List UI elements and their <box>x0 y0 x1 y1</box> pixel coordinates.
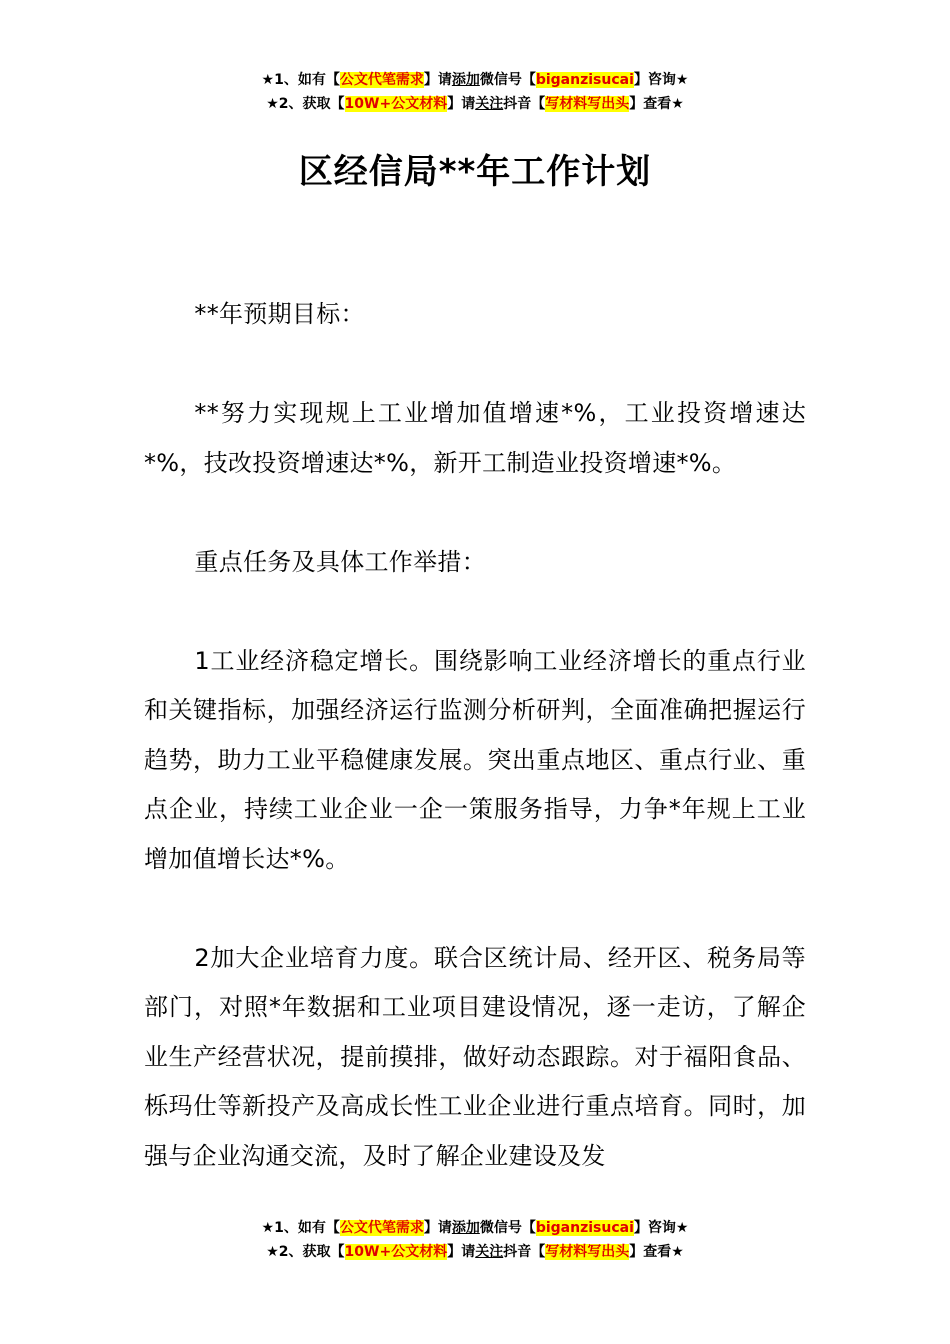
document-body <box>144 290 806 1231</box>
banner-line-1 <box>0 1216 950 1240</box>
star-icon: ★ <box>266 96 279 112</box>
banner-text: 1、如有【 <box>274 1220 340 1236</box>
banner-emphasis: 关注 <box>475 1244 504 1260</box>
banner-text: 2、获取【 <box>278 1244 345 1260</box>
paragraph: 2加大企业培育力度。联合区统计局、经开区、税务局等部门，对照*年数据和工业项目建设情况，逐一走访，了解企业生产经营状况，提前摸排，做好动态跟踪。对于福阳食品、栎玛仕等新投产及高成长性工业企业进行重点培育。同时，加强与企业沟通交流，及时了解企业建设及发 <box>144 943 806 1170</box>
banner-text: 】请 <box>423 1220 452 1236</box>
banner-highlight: biganzisucai <box>535 72 634 88</box>
banner-text: 】请 <box>423 72 452 88</box>
paragraph: 重点任务及具体工作举措： <box>194 547 486 576</box>
star-icon: ★ <box>671 96 684 112</box>
paragraph: **努力实现规上工业增加值增速*%，工业投资增速达*%，技改投资增速达*%，新开工制造业投资增速*%。 <box>144 399 806 477</box>
banner-text: 微信号【 <box>479 72 536 88</box>
paragraph: **年预期目标： <box>194 300 365 328</box>
banner-highlight: biganzisucai <box>535 1220 634 1236</box>
banner-line-1 <box>0 68 950 92</box>
banner-emphasis: 关注 <box>475 96 504 112</box>
paragraph: 1工业经济稳定增长。围绕影响工业经济增长的重点行业和关键指标，加强经济运行监测分析研判，全面准确把握运行趋势，助力工业平稳健康发展。突出重点地区、重点行业、重点企业，持续工业企业一企一策服务指导，力争*年规上工业增加值增长达*%。 <box>144 646 806 873</box>
banner-line-2 <box>0 92 950 116</box>
banner-text: 微信号【 <box>479 1220 536 1236</box>
banner-highlight: 写材料写出头 <box>545 1244 630 1260</box>
banner-text: 抖音【 <box>503 1244 546 1260</box>
header-banner <box>0 68 950 116</box>
banner-text: 】咨询 <box>633 1220 676 1236</box>
banner-highlight: 10W+公文材料 <box>344 1244 448 1260</box>
banner-emphasis: 添加 <box>451 1220 480 1236</box>
banner-text: 2、获取【 <box>278 96 345 112</box>
banner-highlight: 公文代笔需求 <box>339 72 424 88</box>
banner-text: 】查看 <box>629 96 672 112</box>
banner-emphasis: 添加 <box>451 72 480 88</box>
banner-highlight: 写材料写出头 <box>545 96 630 112</box>
banner-highlight: 10W+公文材料 <box>344 96 448 112</box>
banner-text: 1、如有【 <box>274 72 340 88</box>
banner-text: 抖音【 <box>503 96 546 112</box>
banner-text: 】咨询 <box>633 72 676 88</box>
star-icon: ★ <box>675 1220 689 1236</box>
star-icon: ★ <box>675 72 689 88</box>
banner-highlight: 公文代笔需求 <box>339 1220 424 1236</box>
footer-banner <box>0 1216 950 1264</box>
banner-text: 】请 <box>447 1244 476 1260</box>
document-title: 区经信局**年工作计划 <box>298 152 652 192</box>
star-icon: ★ <box>261 72 275 88</box>
banner-text: 】请 <box>447 96 476 112</box>
banner-text: 】查看 <box>629 1244 672 1260</box>
star-icon: ★ <box>261 1220 275 1236</box>
star-icon: ★ <box>266 1244 279 1260</box>
star-icon: ★ <box>671 1244 684 1260</box>
banner-line-2 <box>0 1240 950 1264</box>
